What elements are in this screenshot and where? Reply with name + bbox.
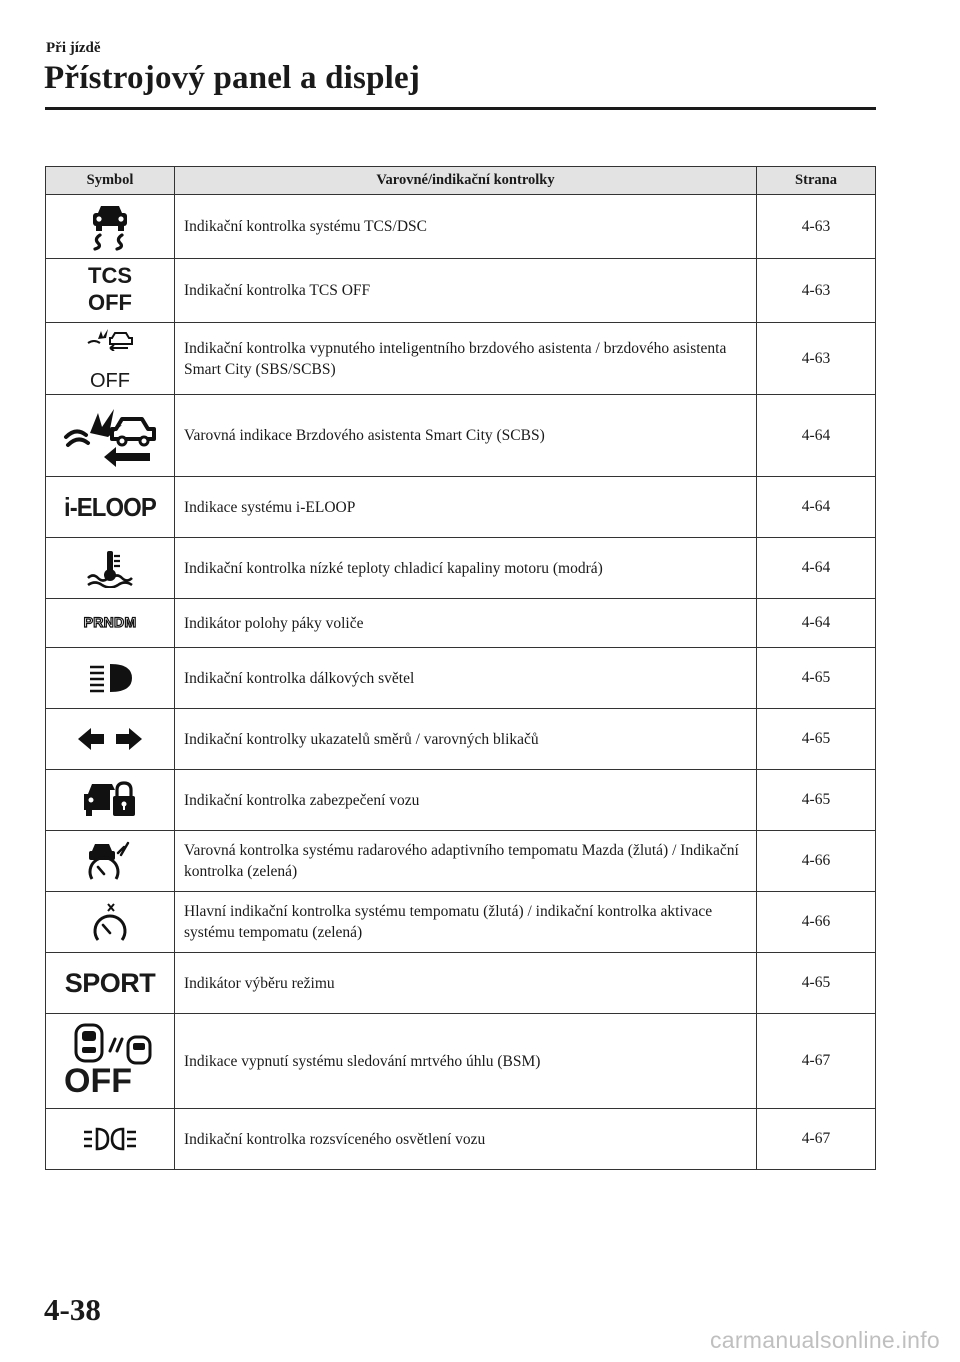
indicator-description: Indikátor polohy páky voliče xyxy=(175,599,757,648)
indicator-description: Hlavní indikační kontrolka systému tempomatu (žlutá) / indikační kontrolka aktivace systému tempomatu (zelená) xyxy=(175,892,757,953)
off-icon-text: OFF xyxy=(90,369,130,392)
page-reference: 4-63 xyxy=(757,323,876,395)
lights-on-icon xyxy=(80,1125,140,1153)
scbs-warning-icon xyxy=(62,403,158,469)
tcs-off-icon xyxy=(46,264,174,318)
table-row xyxy=(46,323,876,395)
security-icon xyxy=(80,780,140,820)
table-row xyxy=(46,538,876,599)
page-reference: 4-64 xyxy=(757,538,876,599)
table-row xyxy=(46,395,876,477)
table-row xyxy=(46,831,876,892)
indicator-description: Varovná indikace Brzdového asistenta Smart City (SCBS) xyxy=(175,395,757,477)
page-reference: 4-64 xyxy=(757,395,876,477)
page-reference: 4-63 xyxy=(757,195,876,259)
section-label: Při jízdě xyxy=(46,40,101,56)
table-row xyxy=(46,1014,876,1109)
tcs-dsc-skid-icon xyxy=(84,203,136,251)
table-row xyxy=(46,648,876,709)
page-reference: 4-65 xyxy=(757,648,876,709)
page-reference: 4-64 xyxy=(757,477,876,538)
turn-signal-icon xyxy=(74,725,146,753)
page-title: Přístrojový panel a displej xyxy=(44,60,421,96)
page-reference: 4-66 xyxy=(757,892,876,953)
indicator-description: Indikační kontrolka dálkových světel xyxy=(175,648,757,709)
page-reference: 4-67 xyxy=(757,1109,876,1170)
page-reference: 4-65 xyxy=(757,770,876,831)
sbs-scbs-off-icon xyxy=(46,325,174,393)
column-header-description: Varovné/indikační kontrolky xyxy=(175,167,757,195)
indicator-table xyxy=(45,166,876,1170)
table-row xyxy=(46,709,876,770)
watermark: carmanualsonline.info xyxy=(709,1327,940,1353)
table-row xyxy=(46,1109,876,1170)
page-reference: 4-66 xyxy=(757,831,876,892)
indicator-description: Varovná kontrolka systému radarového adaptivního tempomatu Mazda (žlutá) / Indikační kontrolka (zelená) xyxy=(175,831,757,892)
indicator-description: Indikační kontrolka TCS OFF xyxy=(175,259,757,323)
table-row xyxy=(46,770,876,831)
shift-position-icon: PRNDM xyxy=(83,614,137,630)
table-header-row xyxy=(46,167,876,195)
indicator-description: Indikační kontrolka vypnutého inteligentního brzdového asistenta / brzdového asistenta Smart City (SBS/SCBS) xyxy=(175,323,757,395)
table-row xyxy=(46,892,876,953)
table-row xyxy=(46,953,876,1014)
indicator-description: Indikace vypnutí systému sledování mrtvého úhlu (BSM) xyxy=(175,1014,757,1109)
high-beam-icon xyxy=(84,661,136,695)
table-row xyxy=(46,259,876,323)
table-row xyxy=(46,477,876,538)
page-number: 4-38 xyxy=(44,1292,101,1327)
page-reference: 4-63 xyxy=(757,259,876,323)
column-header-page: Strana xyxy=(757,167,876,195)
indicator-description: Indikační kontrolka systému TCS/DSC xyxy=(175,195,757,259)
bsm-off-icon xyxy=(62,1021,158,1101)
off-icon-text: OFF xyxy=(88,289,132,315)
page-reference: 4-65 xyxy=(757,953,876,1014)
tcs-icon-text: TCS xyxy=(88,262,132,288)
indicator-description: Indikační kontrolka nízké teploty chladicí kapaliny motoru (modrá) xyxy=(175,538,757,599)
title-divider xyxy=(45,107,876,110)
collision-icon xyxy=(84,325,136,351)
blind-spot-icon xyxy=(62,1021,158,1065)
page-reference: 4-64 xyxy=(757,599,876,648)
indicator-description: Indikátor výběru režimu xyxy=(175,953,757,1014)
page-reference: 4-65 xyxy=(757,709,876,770)
column-header-symbol: Symbol xyxy=(46,167,175,195)
table-row xyxy=(46,599,876,648)
table-row xyxy=(46,195,876,259)
indicator-description: Indikační kontrolky ukazatelů směrů / varovných blikačů xyxy=(175,709,757,770)
i-eloop-icon: i-ELOOP xyxy=(64,491,156,522)
indicator-description: Indikace systému i-ELOOP xyxy=(175,477,757,538)
page-reference: 4-67 xyxy=(757,1014,876,1109)
mrcc-icon xyxy=(82,839,138,883)
indicator-description: Indikační kontrolka zabezpečení vozu xyxy=(175,770,757,831)
indicator-description: Indikační kontrolka rozsvíceného osvětlení vozu xyxy=(175,1109,757,1170)
off-icon-text: OFF xyxy=(64,1062,132,1100)
sport-mode-icon: SPORT xyxy=(64,967,156,998)
low-coolant-temperature-icon xyxy=(84,548,136,588)
cruise-main-icon xyxy=(86,899,134,945)
